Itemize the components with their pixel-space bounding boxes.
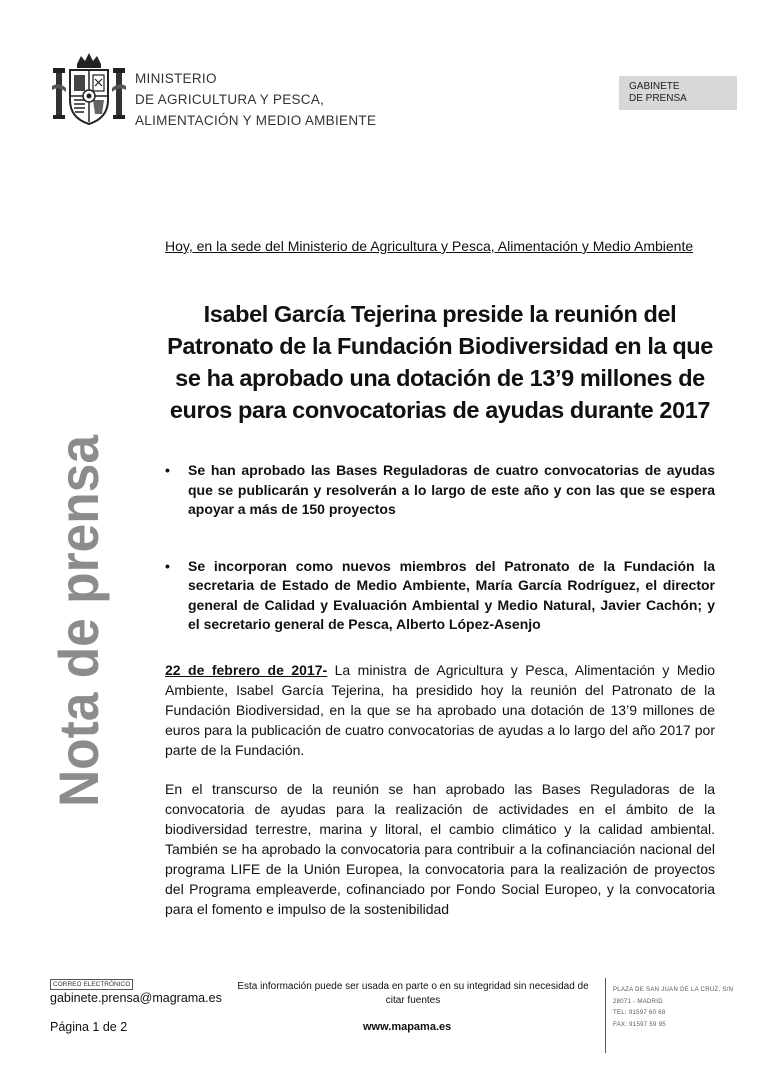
coat-of-arms-logo	[50, 50, 128, 128]
ministry-line-2: DE AGRICULTURA Y PESCA,	[135, 92, 325, 107]
page-number: Página 1 de 2	[50, 1020, 128, 1034]
bullet-glyph: •	[165, 462, 170, 478]
side-label-text: Nota de prensa	[47, 430, 110, 807]
body-paragraph-2: En el transcurso de la reunión se han aprobado las Bases Reguladoras de la convocatoria de ayudas para la realización de actividades en el ámbito de la biodiversidad terrestre, marina y litoral, el cambio climático y la calidad ambiental. También se ha aprobado la convocatoria para contribuir a la cofinanciación nacional del programa LIFE de la Unión Europea, la convocatoria para la realización de proyectos del Programa empleaverde, cofinanciado por Fondo Social Europeo, y la convocatoria para el fomento e impulso de la sostenibilidad	[165, 781, 715, 917]
ministry-line-1: MINISTERIO	[135, 71, 217, 86]
bullet-glyph: •	[165, 557, 170, 574]
gabinete-badge	[619, 76, 737, 110]
ministry-name	[135, 68, 376, 131]
press-subtitle: Hoy, en la sede del Ministerio de Agricultura y Pesca, Alimentación y Medio Ambiente	[165, 238, 694, 254]
highlight-item	[165, 557, 715, 635]
press-headline: Isabel García Tejerina preside la reunión del Patronato de la Fundación Biodiversidad en la que se ha aprobado una dotación de 13’9 millones de euros para convocatorias de ayudas durante 2017	[167, 301, 713, 423]
email-label: CORREO ELECTRÓNICO	[50, 979, 133, 990]
highlight-item	[165, 461, 715, 520]
gabinete-line-1: GABINETE	[629, 81, 680, 92]
address-line-2: 28071 - MADRID	[613, 998, 663, 1005]
email-link[interactable]: gabinete.prensa@magrama.es	[50, 991, 222, 1005]
address-block	[613, 985, 733, 1031]
highlights-list	[165, 461, 715, 635]
side-label	[38, 430, 126, 810]
body-paragraph	[165, 660, 715, 760]
ministry-line-3: ALIMENTACIÓN Y MEDIO AMBIENTE	[135, 113, 377, 128]
address-line-1: PLAZA DE SAN JUAN DE LA CRUZ, S/N	[613, 987, 734, 993]
body-paragraph-1-text: La ministra de Agricultura y Pesca, Alimentación y Medio Ambiente, Isabel García Tejerina, ha presidido hoy la reunión del Patronato de la Fundación Biodiversidad, en la que se ha aprobado una dotación de 13’9 millones de euros para la publicación de cuatro convocatorias de ayudas a lo largo del año 2017 por parte de la Fundación.	[165, 662, 715, 758]
press-body	[165, 660, 715, 938]
website-link[interactable]: www.mapama.es	[363, 1021, 452, 1033]
footer-divider	[605, 978, 606, 1053]
address-line-4: FAX: 91597 59 95	[613, 1021, 666, 1028]
highlight-text: Se incorporan como nuevos miembros del Patronato de la Fundación la secretaria de Estado de Medio Ambiente, María García Rodríguez, el director general de Calidad y Evaluación Ambiental y Medio Natural, Javier Cachón; y el secretario general de Pesca, Alberto López-Asenjo	[188, 557, 715, 632]
usage-note: Esta información puede ser usada en parte o en su integridad sin necesidad de citar fuentes	[237, 981, 589, 1006]
address-line-3: TEL: 91597 60 68	[613, 1010, 666, 1016]
highlight-text: Se han aprobado las Bases Reguladoras de cuatro convocatorias de ayudas que se publicarán y resolverán a lo largo de este año y con las que se espera apoyar a más de 150 proyectos	[188, 462, 715, 517]
gabinete-line-2: DE PRENSA	[629, 93, 687, 104]
dateline: 22 de febrero de 2017-	[165, 662, 328, 678]
